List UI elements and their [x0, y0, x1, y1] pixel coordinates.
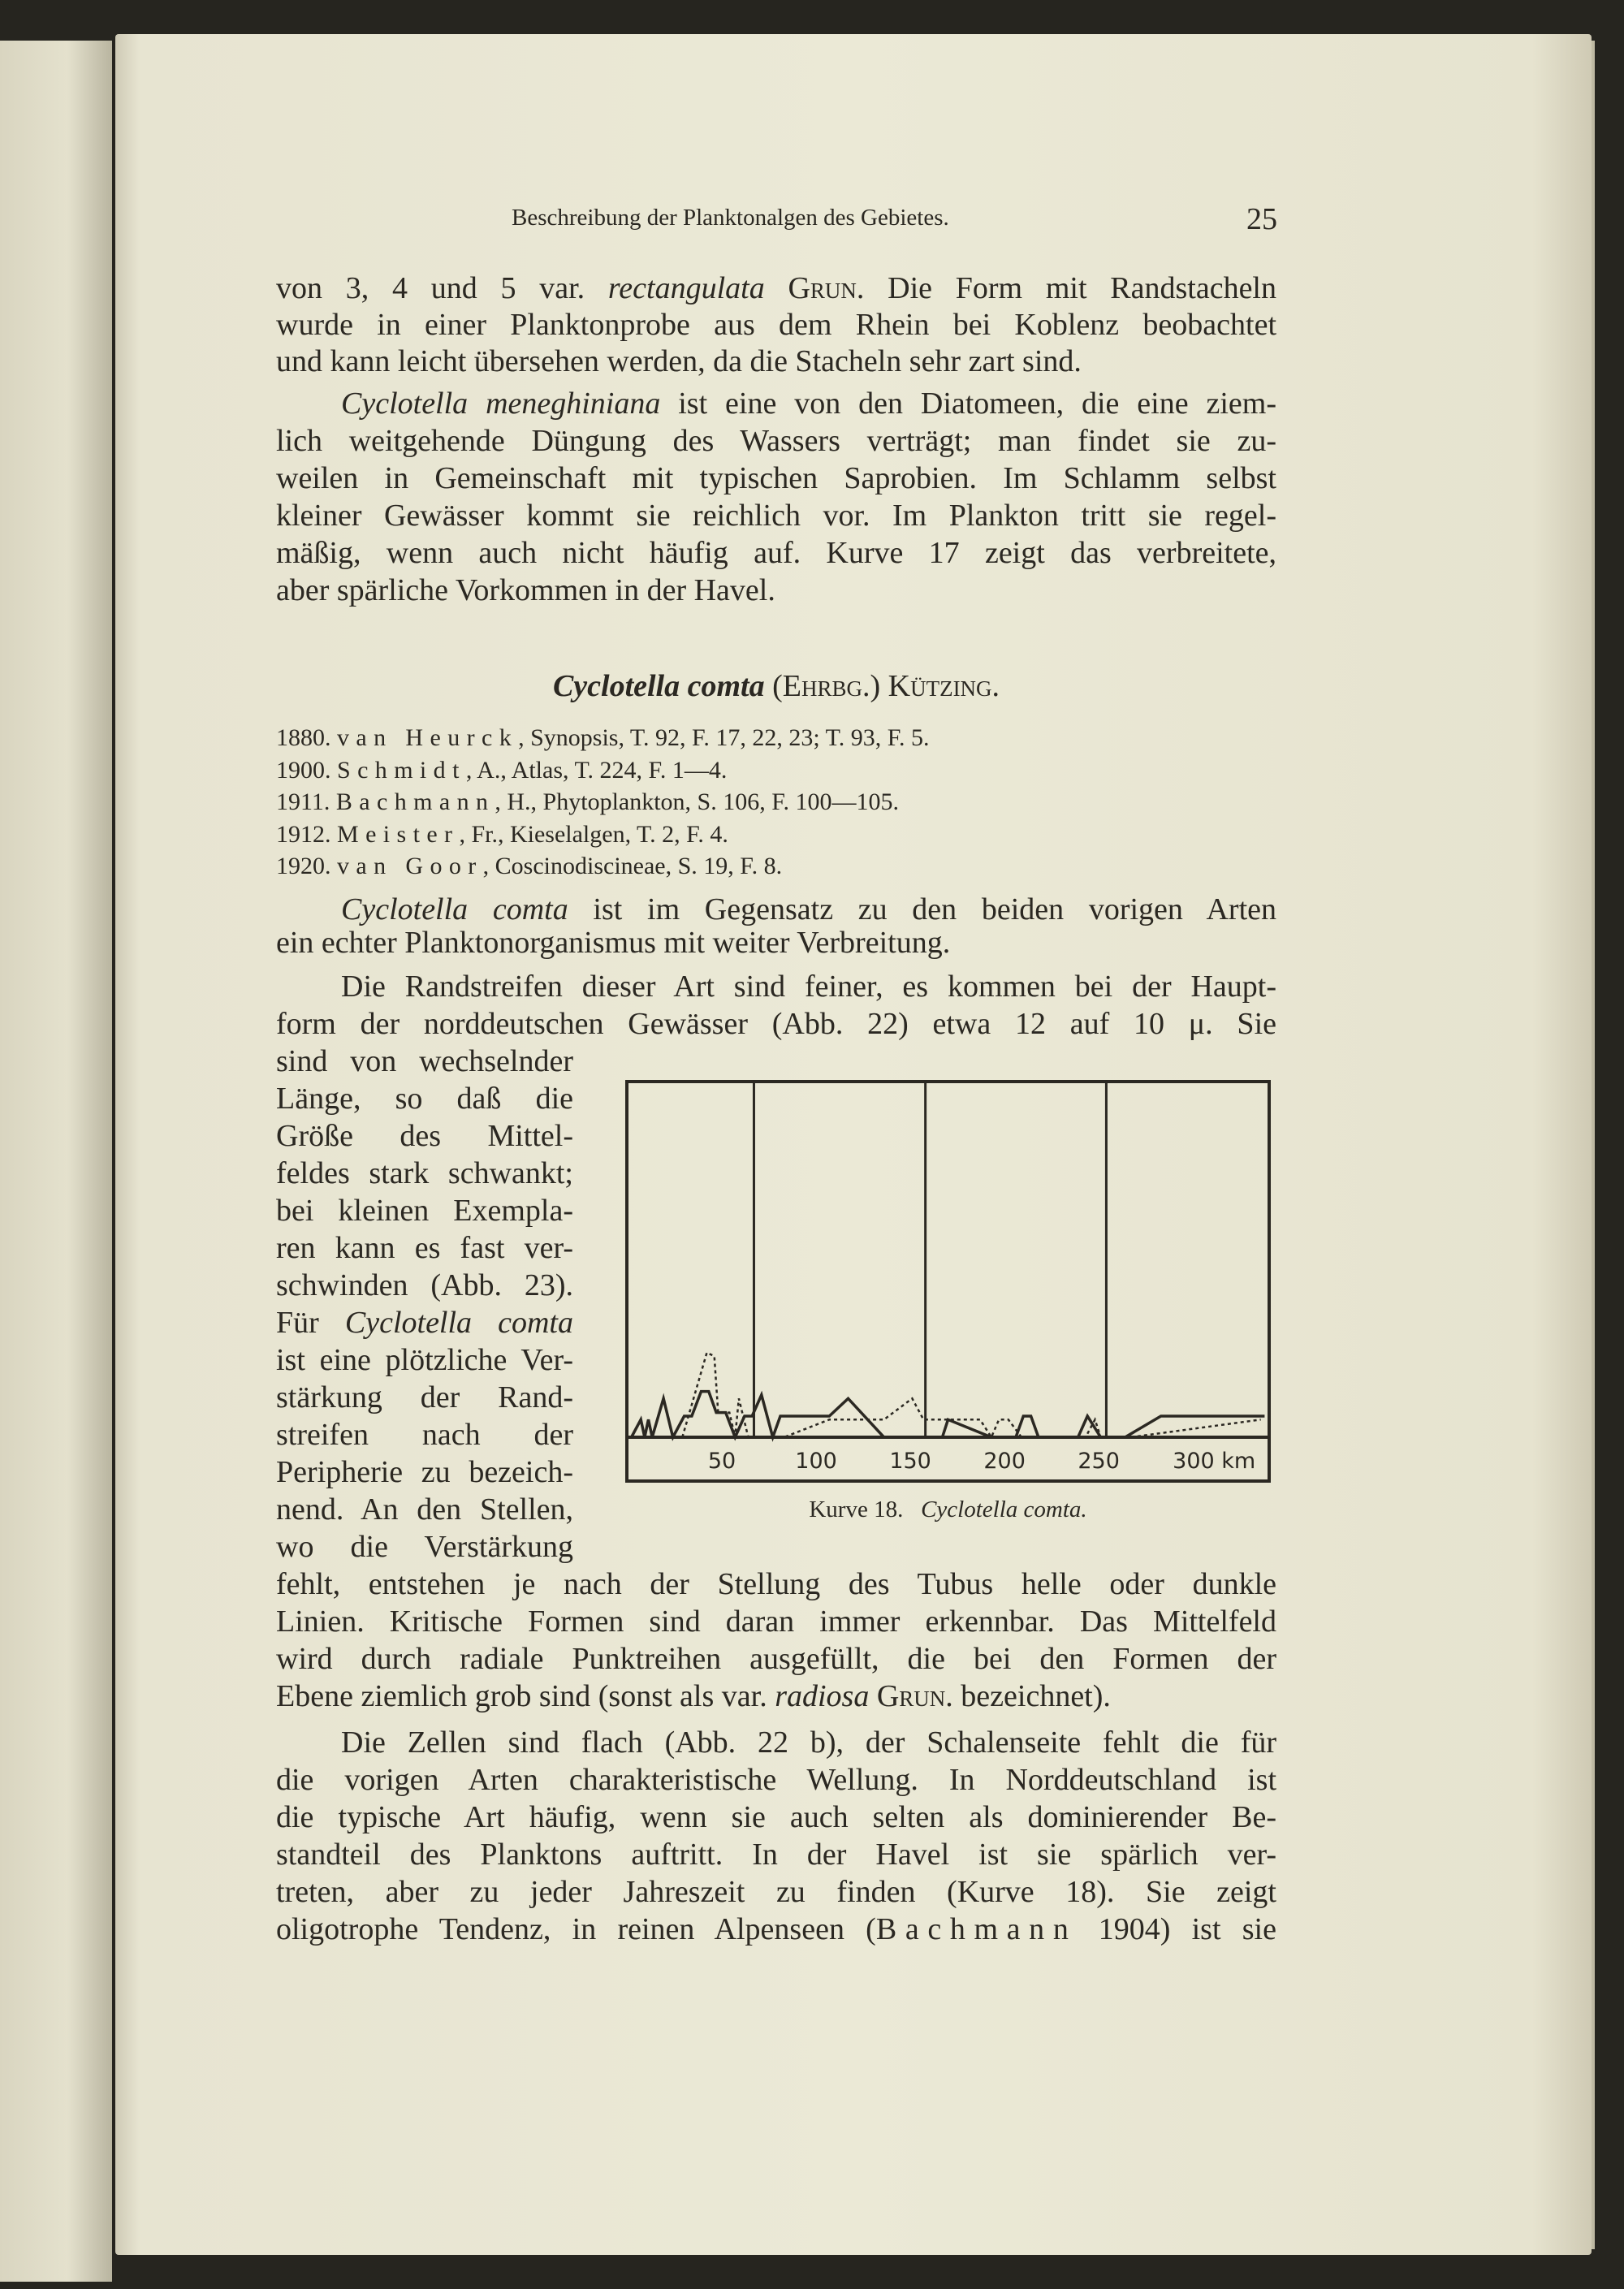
- text-line: [276, 1453, 573, 1491]
- text-run: fehlt, entstehen je nach der Stellung des Tubus helle oder dunkle: [276, 1567, 1276, 1601]
- text-run: Ebene ziemlich grob sind (sonst als var.: [276, 1679, 775, 1713]
- text-run: streifen nach der: [276, 1418, 573, 1452]
- text-run: bei kleinen Exempla-: [276, 1194, 573, 1228]
- text-run: stärkung der Rand-: [276, 1380, 573, 1414]
- text-line: [276, 1080, 573, 1117]
- caption-title: Cyclotella comta.: [921, 1496, 1087, 1522]
- text-run: . Die Form mit Randstacheln: [856, 271, 1276, 305]
- italic-text: Cyclotella meneghiniana: [341, 387, 661, 421]
- text-run: die vorigen Arten charakteristische Wellung. In Norddeutschland ist: [276, 1763, 1276, 1797]
- spaced-name: Schmidt: [337, 756, 466, 784]
- text-run: ein echter Planktonorganismus mit weiter Verbreitung.: [276, 926, 951, 960]
- curve-chart: [625, 1080, 1271, 1486]
- text-run: , Fr., Kieselalgen, T. 2, F. 4.: [459, 820, 728, 848]
- text-run: ist eine plötzliche Ver-: [276, 1343, 573, 1377]
- text-run: sind von wechselnder: [276, 1044, 573, 1078]
- text-line: [276, 460, 1276, 497]
- text-line: [276, 1341, 573, 1379]
- authority-name: Kützing.: [888, 669, 1000, 703]
- text-line: [341, 968, 1276, 1005]
- text-line: [276, 1491, 573, 1528]
- text-run: feldes stark schwankt;: [276, 1156, 573, 1190]
- text-line: [276, 1155, 573, 1192]
- text-run: , H., Phytoplankton, S. 106, F. 100—105.: [495, 788, 900, 816]
- text-line: [276, 1528, 573, 1566]
- text-run: mäßig, wenn auch nicht häufig auf. Kurve 17 zeigt das verbreitete,: [276, 536, 1276, 570]
- text-run: 1920.: [276, 853, 337, 880]
- text-run: . bezeichnet).: [945, 1679, 1111, 1713]
- text-line: [276, 306, 1276, 343]
- text-line: [276, 1603, 1276, 1640]
- species-heading: [276, 668, 1276, 704]
- spaced-name: van Goor: [337, 853, 483, 880]
- text-line: [341, 1724, 1276, 1761]
- text-line: [276, 497, 1276, 534]
- text-line: [276, 1836, 1276, 1873]
- text-run: kleiner Gewässer kommt sie reichlich vor. Im Plankton tritt sie regel-: [276, 499, 1276, 533]
- text-line: [276, 1873, 1276, 1911]
- text-run: aber spärliche Vorkommen in der Havel.: [276, 573, 775, 607]
- text-line: [276, 1566, 1276, 1603]
- text-run: 1880.: [276, 724, 337, 751]
- text-line: [276, 534, 1276, 572]
- text-run: wird durch radiale Punktreihen ausgefüllt, die bei den Formen der: [276, 1642, 1276, 1676]
- reference-entry: [276, 722, 930, 754]
- text-line: [276, 1911, 1276, 1948]
- x-tick-label: 250: [1078, 1449, 1120, 1474]
- spaced-name: Meister: [337, 820, 460, 848]
- caption-label: Kurve 18.: [809, 1496, 904, 1522]
- text-line: [276, 270, 1276, 307]
- text-run: form der norddeutschen Gewässer (Abb. 22) etwa 12 auf 10 μ. Sie: [276, 1007, 1276, 1041]
- text-run: schwinden (Abb. 23).: [276, 1268, 573, 1302]
- authority: [772, 669, 1000, 703]
- text-run: Die Zellen sind flach (Abb. 22 b), der Schalenseite fehlt die für: [341, 1725, 1276, 1760]
- text-run: lich weitgehende Düngung des Wassers verträgt; man findet sie zu-: [276, 424, 1276, 458]
- x-tick-label: 300 km: [1173, 1449, 1256, 1474]
- text-line: [276, 1304, 573, 1341]
- facing-page-edge: [0, 41, 112, 2282]
- text-line: [276, 1005, 1276, 1043]
- x-tick-label: 150: [889, 1449, 931, 1474]
- text-line: [341, 385, 1276, 422]
- text-run: 1912.: [276, 820, 337, 848]
- reference-entry: [276, 786, 899, 818]
- text-line: [276, 1267, 573, 1304]
- text-run: standteil des Planktons auftritt. In der Havel ist sie spärlich ver-: [276, 1838, 1276, 1872]
- text-run: 1900.: [276, 756, 337, 784]
- italic-text: Cyclotella comta: [341, 892, 568, 926]
- text-run: ist eine von den Diatomeen, die eine ziem-: [660, 387, 1276, 421]
- text-run: treten, aber zu jeder Jahreszeit zu finden (Kurve 18). Sie zeigt: [276, 1875, 1276, 1909]
- spaced-name: Bachmann: [335, 788, 495, 816]
- text-run: 1904) ist sie: [1077, 1912, 1276, 1946]
- text-line: [276, 422, 1276, 460]
- text-line: [276, 1043, 573, 1080]
- text-run: Peripherie zu bezeich-: [276, 1455, 573, 1489]
- text-line: [276, 1416, 573, 1453]
- text-run: , A., Atlas, T. 224, F. 1—4.: [465, 756, 728, 784]
- text-run: die typische Art häufig, wenn sie auch selten als dominierender Be-: [276, 1800, 1276, 1834]
- text-line: [276, 343, 1276, 380]
- reference-entry: [276, 754, 727, 787]
- x-tick-label: 50: [707, 1449, 736, 1474]
- italic-text: rectangulata: [607, 271, 765, 305]
- reference-entry: [276, 850, 782, 883]
- text-line: [276, 1192, 573, 1229]
- text-line: [276, 1761, 1276, 1799]
- text-line: [276, 1640, 1276, 1678]
- text-run: Die Randstreifen dieser Art sind feiner, es kommen bei der Haupt-: [341, 970, 1276, 1004]
- text-run: Linien. Kritische Formen sind daran immer erkennbar. Das Mittelfeld: [276, 1604, 1276, 1639]
- text-run: nend. An den Stellen,: [276, 1492, 573, 1527]
- text-run: wurde in einer Planktonprobe aus dem Rhein bei Koblenz beobachtet: [276, 308, 1276, 342]
- x-tick-label: 200: [983, 1449, 1026, 1474]
- spaced-name: van Heurck: [337, 724, 519, 751]
- figure-caption: [625, 1496, 1271, 1523]
- text-line: [276, 1229, 573, 1267]
- text-run: ist im Gegensatz zu den beiden vorigen Arten: [568, 892, 1276, 926]
- text-line: [276, 1117, 573, 1155]
- reference-entry: [276, 818, 728, 851]
- text-line: [276, 572, 1276, 609]
- spaced-name: Bachmann: [875, 1912, 1078, 1946]
- running-title: Beschreibung der Planktonalgen des Gebietes.: [512, 205, 949, 231]
- text-line: [276, 1678, 1276, 1715]
- text-run: wo die Verstärkung: [276, 1530, 573, 1564]
- text-run: weilen in Gemeinschaft mit typischen Saprobien. Im Schlamm selbst: [276, 461, 1276, 495]
- italic-text: Cyclotella comta: [344, 1306, 573, 1340]
- text-run: , Synopsis, T. 92, F. 17, 22, 23; T. 93, F. 5.: [518, 724, 930, 751]
- small-caps-text: Grun: [876, 1679, 946, 1713]
- text-run: Größe des Mittel-: [276, 1119, 573, 1153]
- text-run: Länge, so daß die: [276, 1082, 573, 1116]
- series-solid: [632, 1392, 1265, 1437]
- italic-text: radiosa: [775, 1679, 870, 1713]
- text-line: [276, 1379, 573, 1416]
- text-run: , Coscinodiscineae, S. 19, F. 8.: [482, 853, 783, 880]
- text-run: [869, 1679, 877, 1713]
- text-run: ren kann es fast ver-: [276, 1231, 573, 1265]
- text-line: [276, 924, 1276, 961]
- text-run: 1911.: [276, 788, 336, 816]
- x-tick-label: 100: [795, 1449, 837, 1474]
- text-run: oligotrophe Tendenz, in reinen Alpenseen (: [276, 1912, 876, 1946]
- text-line: [341, 891, 1276, 928]
- small-caps-text: Grun: [788, 271, 857, 305]
- text-line: [276, 1799, 1276, 1836]
- authority-abbrev: (Ehrbg.): [772, 669, 881, 703]
- text-run: und kann leicht übersehen werden, da die Stacheln sehr zart sind.: [276, 344, 1082, 378]
- text-run: von 3, 4 und 5 var.: [276, 271, 608, 305]
- text-run: Für: [276, 1306, 345, 1340]
- page-number: 25: [1246, 202, 1277, 236]
- species-name: Cyclotella comta: [552, 669, 765, 703]
- text-run: [765, 271, 788, 305]
